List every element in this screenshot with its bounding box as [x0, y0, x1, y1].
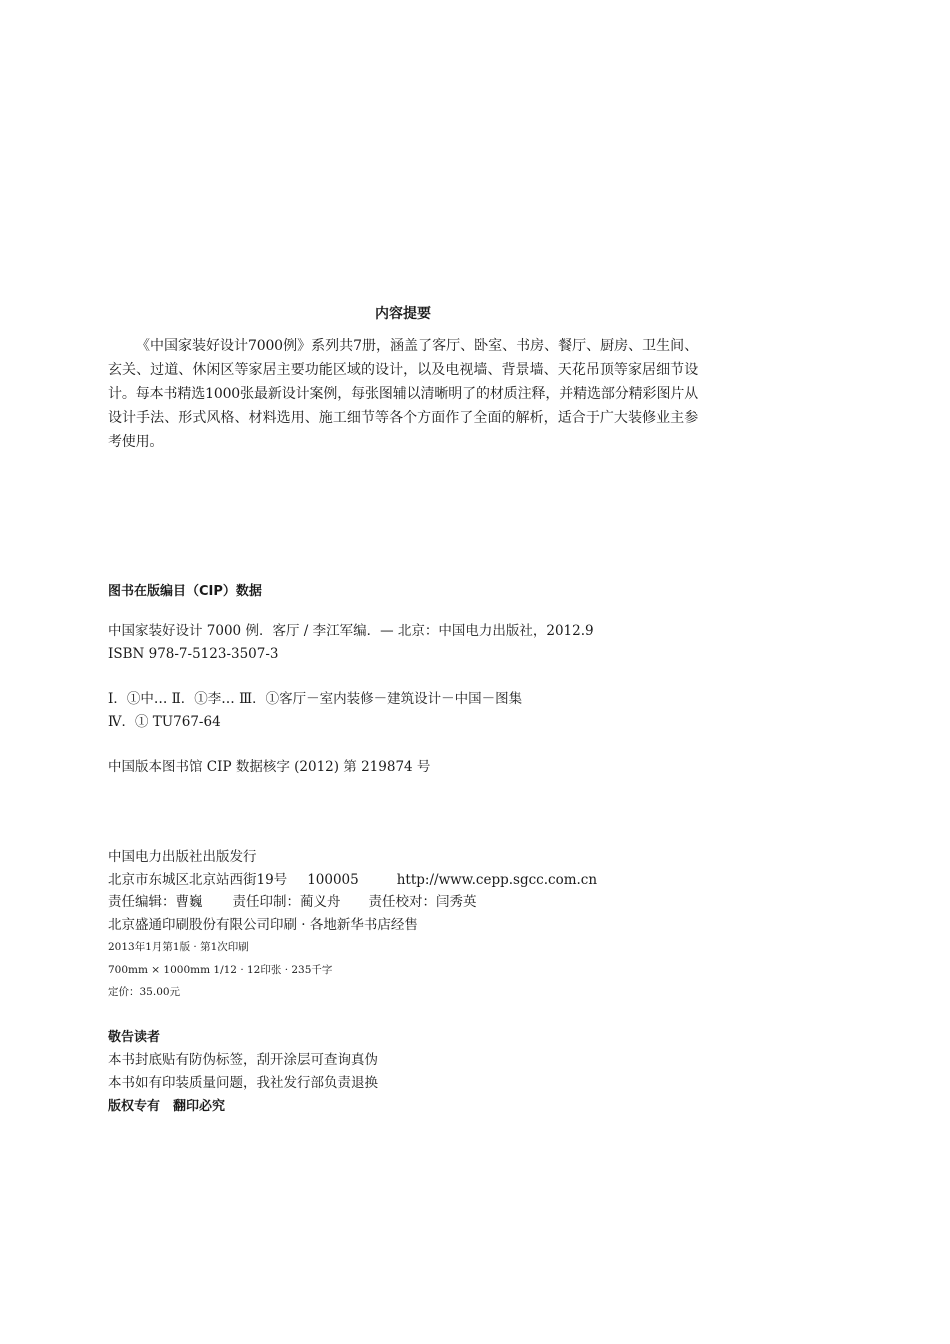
- responsible-print-supervisor: 责任印制：蔺义舟: [232, 894, 341, 910]
- summary-body: 《中国家装好设计7000例》系列共7册，涵盖了客厅、卧室、书房、餐厅、厨房、卫生间、玄关、过道、休闲区等家居主要功能区域的设计，以及电视墙、背景墙、天花吊顶等家居细节设计。每本书精选1000张最新设计案例，每张图辅以清晰明了的材质注释，并精选部分精彩图片从设计手法、形式风格、材料选用、施工细节等各个方面作了全面的解析，适合于广大装修业主参考使用。: [108, 338, 698, 450]
- publisher-postcode: 100005: [307, 871, 359, 888]
- cip-classification-line-2: Ⅳ．① TU767-64: [108, 714, 221, 730]
- reader-notice: [108, 1026, 808, 1118]
- printer-line: 北京盛通印刷股份有限公司印刷 · 各地新华书店经售: [108, 916, 418, 933]
- price-line: 定价：35.00元: [108, 986, 181, 998]
- publisher-address-line: [108, 869, 808, 892]
- publisher-url: http://www.cepp.sgcc.com.cn: [396, 871, 598, 888]
- responsible-editor: 责任编辑：曹巍: [108, 894, 203, 910]
- cip-title-line: 中国家装好设计 7000 例．客厅 / 李江军编．— 北京：中国电力出版社，2012.9: [108, 623, 594, 639]
- notice-heading: 敬告读者: [108, 1030, 161, 1045]
- cip-data: [108, 582, 808, 779]
- edition-line: 2013年1月第1版 · 第1次印刷: [108, 941, 249, 953]
- responsible-proofreader: 责任校对：闫秀英: [368, 894, 477, 910]
- publisher-info: [108, 846, 808, 1004]
- summary-title: 内容提要: [375, 306, 431, 322]
- cip-isbn: ISBN 978-7-5123-3507-3: [108, 646, 279, 662]
- notice-line-1: 本书封底贴有防伪标签，刮开涂层可查询真伪: [108, 1052, 378, 1068]
- publisher-staff-line: [108, 891, 808, 914]
- publisher-address: 北京市东城区北京站西街19号: [108, 871, 288, 888]
- cip-heading: 图书在版编目（CIP）数据: [108, 584, 262, 599]
- cip-classification-line-1: Ⅰ．①中… Ⅱ．①李… Ⅲ．①客厅－室内装修－建筑设计－中国－图集: [108, 691, 523, 707]
- cip-approval-number: 中国版本图书馆 CIP 数据核字 (2012) 第 219874 号: [108, 759, 431, 775]
- format-line: 700mm × 1000mm 1/12 · 12印张 · 235千字: [108, 963, 333, 976]
- notice-line-2: 本书如有印装质量问题，我社发行部负责退换: [108, 1075, 378, 1091]
- rights-reserved: 版权专有 翻印必究: [108, 1099, 226, 1114]
- content-summary: [108, 304, 698, 454]
- publisher-line: 中国电力出版社出版发行: [108, 849, 257, 865]
